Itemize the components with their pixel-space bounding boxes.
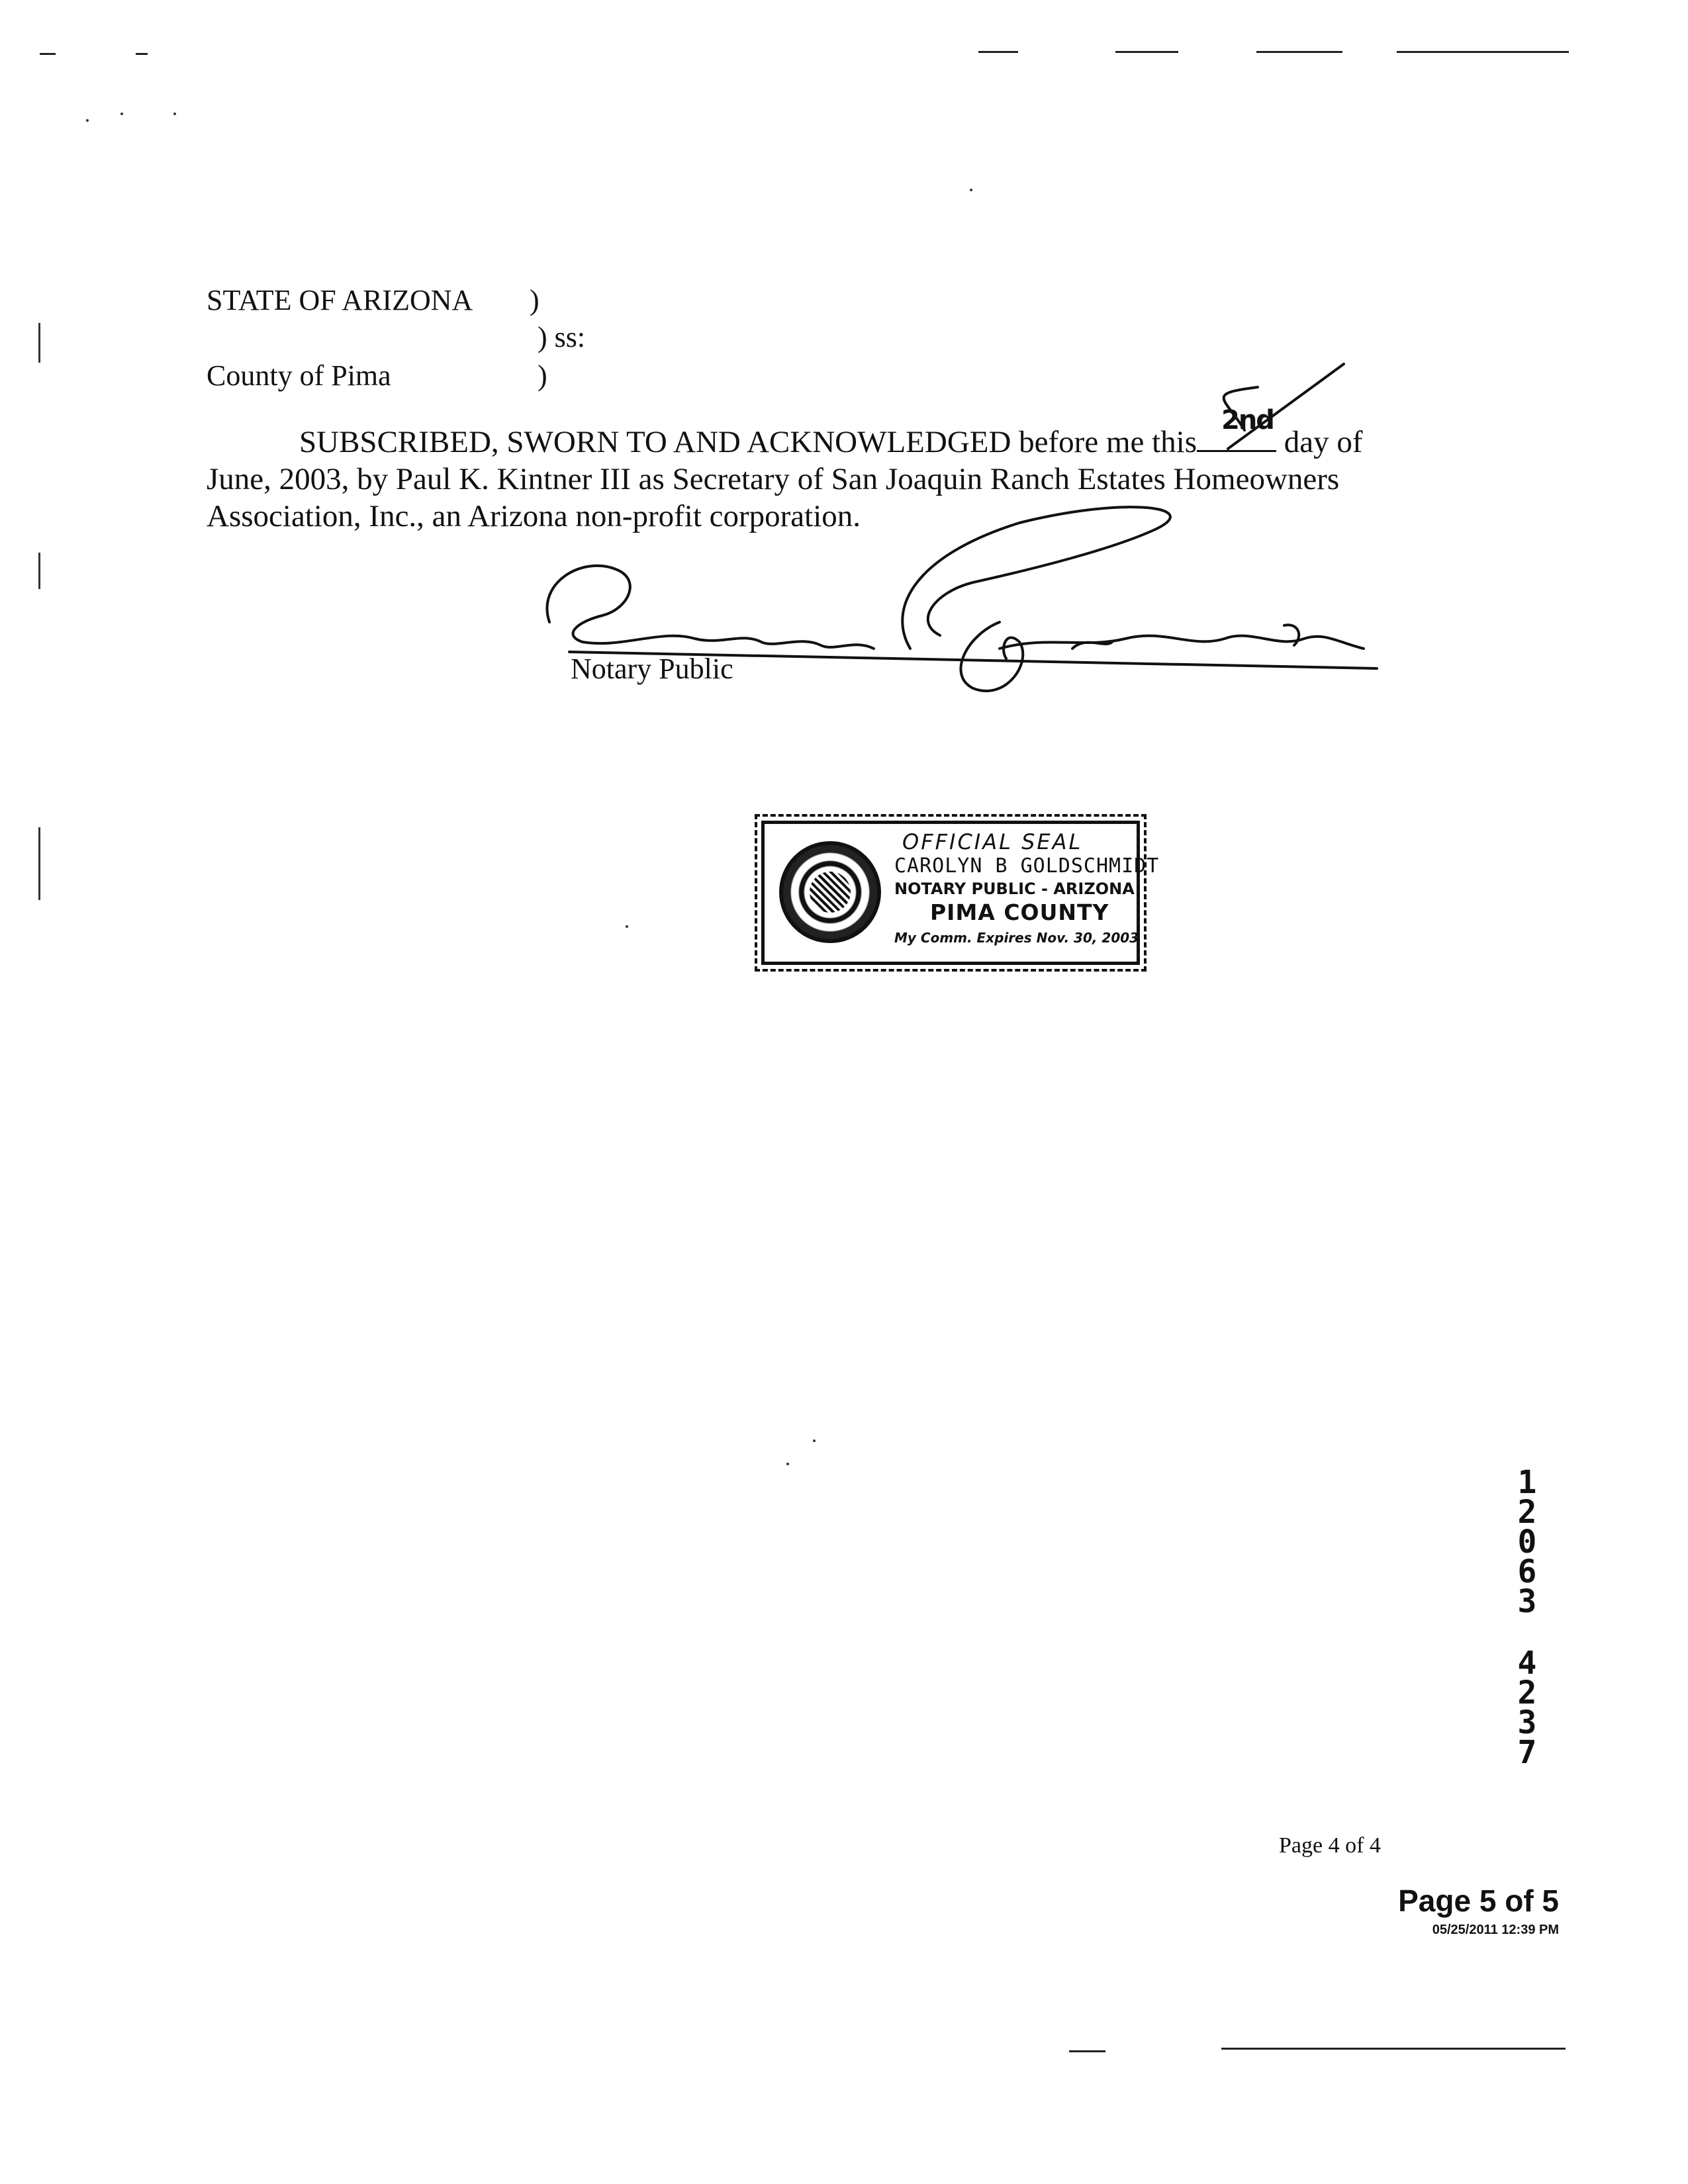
scan-mark [978, 51, 1018, 53]
recording-digit: 3 [1517, 1583, 1537, 1620]
acknowledgment-line1-after: day of [1284, 425, 1363, 459]
recorder-page-number: Page 5 of 5 [1398, 1884, 1559, 1918]
acknowledgment-line: Association, Inc., an Arizona non-profit corporation. [207, 499, 861, 533]
seal-county: PIMA COUNTY [930, 899, 1109, 925]
recording-gap [1511, 1617, 1544, 1649]
acknowledgment-line1-before: SUBSCRIBED, SWORN TO AND ACKNOWLEDGED before me this [299, 425, 1197, 459]
scan-speck [86, 119, 89, 122]
recording-digit: 3 [1517, 1704, 1537, 1741]
recording-digit: 2 [1517, 1494, 1537, 1531]
recording-number [1511, 1464, 1544, 1771]
recording-digit: 1 [1517, 1464, 1537, 1501]
seal-title: OFFICIAL SEAL [902, 829, 1083, 854]
arizona-seal-emblem-icon [779, 841, 881, 943]
recording-digit: 2 [1517, 1674, 1537, 1711]
recording-digit: 7 [1517, 1734, 1537, 1771]
recording-digit: 4 [1517, 1645, 1537, 1682]
scan-speck [970, 189, 972, 191]
scan-mark [38, 323, 40, 363]
recording-digit: 6 [1517, 1553, 1537, 1590]
notary-signature [543, 357, 1403, 702]
scan-mark [1069, 2050, 1105, 2052]
recording-digit: 0 [1517, 1524, 1537, 1561]
seal-notary-name: CAROLYN B GOLDSCHMIDT [894, 854, 1160, 878]
scan-mark [1397, 51, 1569, 53]
venue-paren: ) [538, 359, 547, 392]
scan-mark [1115, 51, 1178, 53]
scan-mark [1256, 51, 1342, 53]
scan-speck [120, 113, 123, 115]
original-page-number: Page 4 of 4 [1279, 1833, 1381, 1858]
notary-public-label: Notary Public [571, 653, 733, 685]
scan-speck [813, 1439, 816, 1442]
scan-mark [40, 53, 56, 55]
handwritten-day: 2nd [1221, 405, 1274, 435]
scan-speck [173, 113, 176, 115]
venue-paren: ) [530, 284, 539, 316]
seal-expiration: My Comm. Expires Nov. 30, 2003 [894, 930, 1139, 946]
acknowledgment-line: June, 2003, by Paul K. Kintner III as Secretary of San Joaquin Ranch Estates Homeowners [207, 462, 1340, 496]
scan-mark [136, 53, 148, 55]
seal-notary-state: NOTARY PUBLIC - ARIZONA [894, 880, 1135, 898]
scan-speck [786, 1463, 789, 1465]
venue-state: STATE OF ARIZONA [207, 284, 473, 316]
scan-mark [1221, 2048, 1566, 2050]
scan-speck [626, 925, 628, 928]
recorder-timestamp: 05/25/2011 12:39 PM [1432, 1923, 1559, 1937]
scan-mark [38, 553, 40, 589]
venue-county: County of Pima [207, 359, 391, 392]
notary-seal [761, 821, 1160, 965]
emblem-core [810, 872, 851, 913]
venue-ss: ) ss: [538, 321, 586, 353]
scan-mark [38, 827, 40, 900]
